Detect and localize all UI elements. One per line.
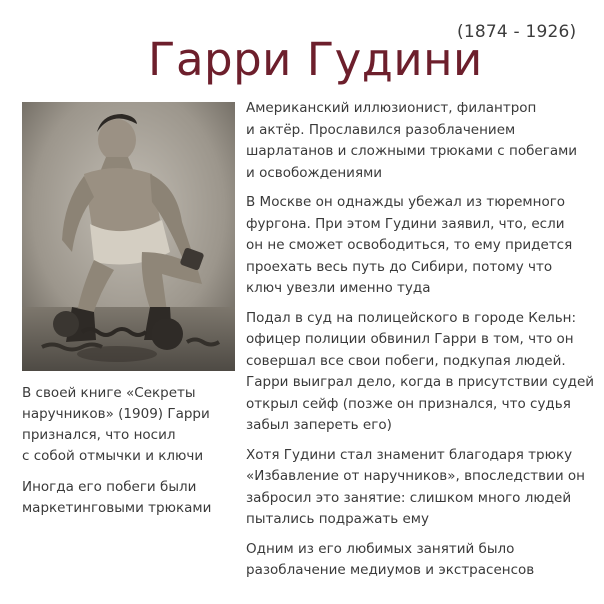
page-title: Гарри Гудини	[148, 33, 483, 86]
left-paragraph-1: В своей книге «Секреты наручников» (1909) Гарри признался, что носил с собой отмычки и ключи	[22, 385, 210, 464]
right-paragraph-5: Одним из его любимых занятий было разоблачение медиумов и экстрасенсов	[246, 540, 535, 578]
right-paragraph-1: Американский иллюзионист, филантроп и актёр. Прославился разоблачением шарлатанов и сложными трюками с побегами и освобождениями	[246, 100, 578, 181]
portrait-illustration	[22, 102, 235, 371]
right-paragraph-3: Подал в суд на полицейского в городе Кельн: офицер полиции обвинил Гарри в том, что он совершал все свои побеги, подкупая людей. Гарри выиграл дело, когда в присутствии судей открыл сейф (позже он признался, что судья забыл запереть его)	[246, 309, 595, 433]
left-paragraph-2: Иногда его побеги были маркетинговыми трюками	[22, 479, 212, 516]
portrait-photo	[22, 102, 235, 371]
right-paragraph-4: Хотя Гудини стал знаменит благодаря трюку «Избавление от наручников», впоследствии он забросил это занятие: слишком много людей пытались подражать ему	[246, 446, 585, 527]
left-column	[22, 383, 242, 529]
years-label: (1874 - 1926)	[457, 22, 577, 42]
right-column	[246, 98, 598, 590]
right-paragraph-2: В Москве он однажды убежал из тюремного фургона. При этом Гудини заявил, что, если он не сможет освободиться, то ему придется проехать весь путь до Сибири, потому что ключ увезли именно туда	[246, 194, 573, 296]
